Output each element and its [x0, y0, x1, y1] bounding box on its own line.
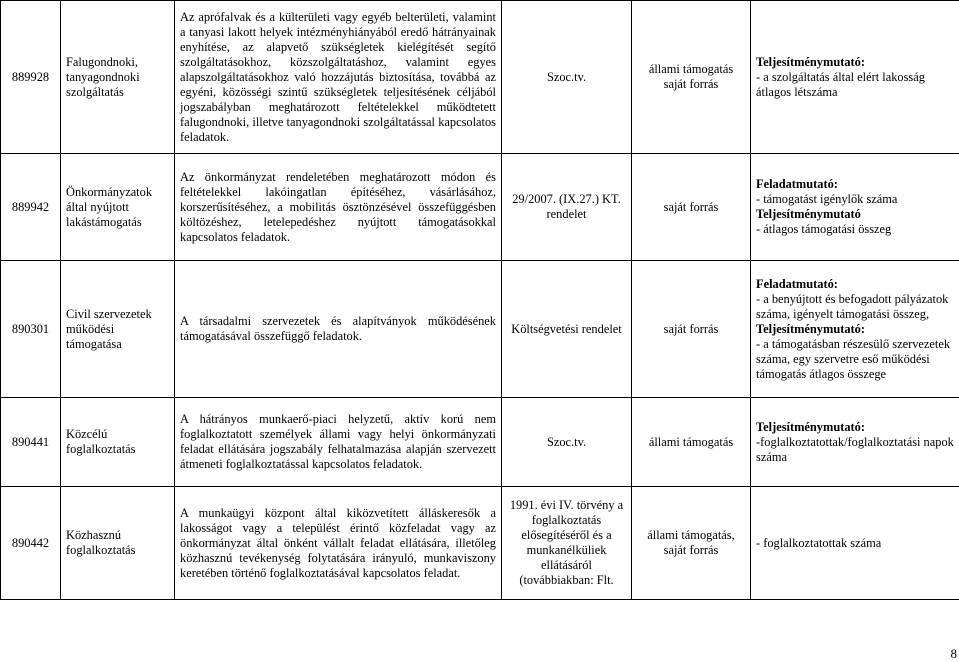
legal-basis-line: Szoc.tv. — [507, 435, 626, 450]
table-row — [1, 487, 959, 600]
indicator-line — [756, 435, 954, 465]
indicator-line — [756, 177, 954, 192]
indicator-line — [756, 70, 954, 100]
activity-code: 890301 — [1, 261, 61, 398]
funding-cell — [632, 398, 751, 487]
funding-cell — [632, 487, 751, 600]
funding-line: saját forrás — [637, 322, 745, 337]
table-row — [1, 1, 959, 154]
activity-description: A munkaügyi központ által kiközvetített álláskeresők a lakosságot vagy a települést érintő közfeladat vagy az önkormányzat által önként vállalt feladat ellátására, illetőleg közhasznú tevékenység folytatására irányuló, munkaviszony keretében történő foglalkoztatásával kapcsolatos feladat. — [175, 487, 502, 600]
legal-basis-cell — [502, 398, 632, 487]
indicator-line — [756, 55, 954, 70]
legal-basis-line: 29/2007. (IX.27.) KT. — [507, 192, 626, 207]
activity-code: 889928 — [1, 1, 61, 154]
funding-line: állami támogatás — [637, 435, 745, 450]
legal-basis-line: 1991. évi IV. törvény a foglalkoztatás elősegítéséről és a munkanélküliek ellátásáról (továbbiakban: Flt. — [507, 498, 626, 588]
indicators-cell — [751, 398, 959, 487]
activity-name: Civil szervezetek működési támogatása — [61, 261, 175, 398]
legal-basis-line: Költségvetési rendelet — [507, 322, 626, 337]
activity-description: Az önkormányzat rendeletében meghatározott módon és feltételekkel lakóingatlan építéséhez, vásárlásához, korszerűsítéséhez, a mobilitás ösztönzésével összefüggésben költözéshez, letelepedéshez nyújtott támogatásokkal kapcsolatos feladatok. — [175, 154, 502, 261]
legal-basis-cell — [502, 154, 632, 261]
indicator-label: Teljesítménymutató — [756, 207, 861, 221]
indicator-line — [756, 277, 954, 292]
activity-name: Önkormányzatok által nyújtott lakástámogatás — [61, 154, 175, 261]
indicators-cell — [751, 154, 959, 261]
funding-line: állami támogatás, — [637, 528, 745, 543]
indicator-text: - a támogatásban részesülő szervezetek száma, egy szervetre eső működési támogatás átlagos összege — [756, 337, 950, 381]
indicator-label: Feladatmutató: — [756, 277, 838, 291]
legal-basis-line: rendelet — [507, 207, 626, 222]
activity-name: Falugondnoki, tanyagondnoki szolgáltatás — [61, 1, 175, 154]
indicator-text: - átlagos támogatási összeg — [756, 222, 891, 236]
activity-code: 890442 — [1, 487, 61, 600]
funding-cell — [632, 261, 751, 398]
indicator-text: - a benyújtott és befogadott pályázatok száma, igényelt támogatási összeg, — [756, 292, 948, 321]
indicators-cell — [751, 487, 959, 600]
indicator-label: Teljesítménymutató: — [756, 420, 865, 434]
indicator-line — [756, 192, 954, 207]
legal-basis-cell — [502, 1, 632, 154]
indicator-line — [756, 207, 954, 222]
indicator-line — [756, 420, 954, 435]
indicator-text: -foglalkoztatottak/foglalkoztatási napok száma — [756, 435, 954, 464]
indicator-text: - támogatást igénylők száma — [756, 192, 897, 206]
funding-cell — [632, 154, 751, 261]
funding-line: saját forrás — [637, 543, 745, 558]
indicator-label: Teljesítménymutató: — [756, 322, 865, 336]
indicator-text: - a szolgáltatás által elért lakosság átlagos létszáma — [756, 70, 925, 99]
indicator-line — [756, 292, 954, 322]
table-row — [1, 261, 959, 398]
legal-basis-line: Szoc.tv. — [507, 70, 626, 85]
indicator-line — [756, 322, 954, 337]
activity-name: Közhasznú foglalkoztatás — [61, 487, 175, 600]
table-row — [1, 154, 959, 261]
indicators-cell — [751, 1, 959, 154]
indicator-label: Feladatmutató: — [756, 177, 838, 191]
activity-table-body — [1, 1, 959, 600]
activity-code: 889942 — [1, 154, 61, 261]
funding-line: állami támogatás — [637, 62, 745, 77]
indicator-line — [756, 337, 954, 382]
indicators-cell — [751, 261, 959, 398]
funding-cell — [632, 1, 751, 154]
indicator-label: Teljesítménymutató: — [756, 55, 865, 69]
indicator-line — [756, 536, 954, 551]
page-number: 8 — [951, 646, 958, 662]
table-row — [1, 398, 959, 487]
activity-code: 890441 — [1, 398, 61, 487]
indicator-text: - foglalkoztatottak száma — [756, 536, 881, 550]
activity-description: Az aprófalvak és a külterületi vagy egyéb belterületi, valamint a tanyasi lakott helyek intézményhiányából eredő hátrányainak enyhítése, az alapvető szükségletek kielégítését segítő szolgáltatásokhoz, közszolgáltatáshoz, valamint egyes alapszolgáltatásokhoz való hozzájutás biztosítása, továbbá az egyéni, közösségi szintű szükségletek teljesítésének céljából jogszabályban meghatározott feltételekkel működtetett falugondnoki, illetve tanyagondnoki szolgáltatással kapcsolatos feladatok. — [175, 1, 502, 154]
legal-basis-cell — [502, 261, 632, 398]
funding-line: saját forrás — [637, 77, 745, 92]
legal-basis-cell — [502, 487, 632, 600]
activity-description: A hátrányos munkaerő-piaci helyzetű, aktív korú nem foglalkoztatott személyek állami vagy helyi önkormányzati feladat ellátására jogszabály felhatalmazása alapján szervezett átmeneti foglalkoztatással kapcsolatos feladatok. — [175, 398, 502, 487]
activity-name: Közcélú foglalkoztatás — [61, 398, 175, 487]
indicator-line — [756, 222, 954, 237]
activity-description: A társadalmi szervezetek és alapítványok működésének támogatásával összefüggő feladatok. — [175, 261, 502, 398]
funding-line: saját forrás — [637, 200, 745, 215]
